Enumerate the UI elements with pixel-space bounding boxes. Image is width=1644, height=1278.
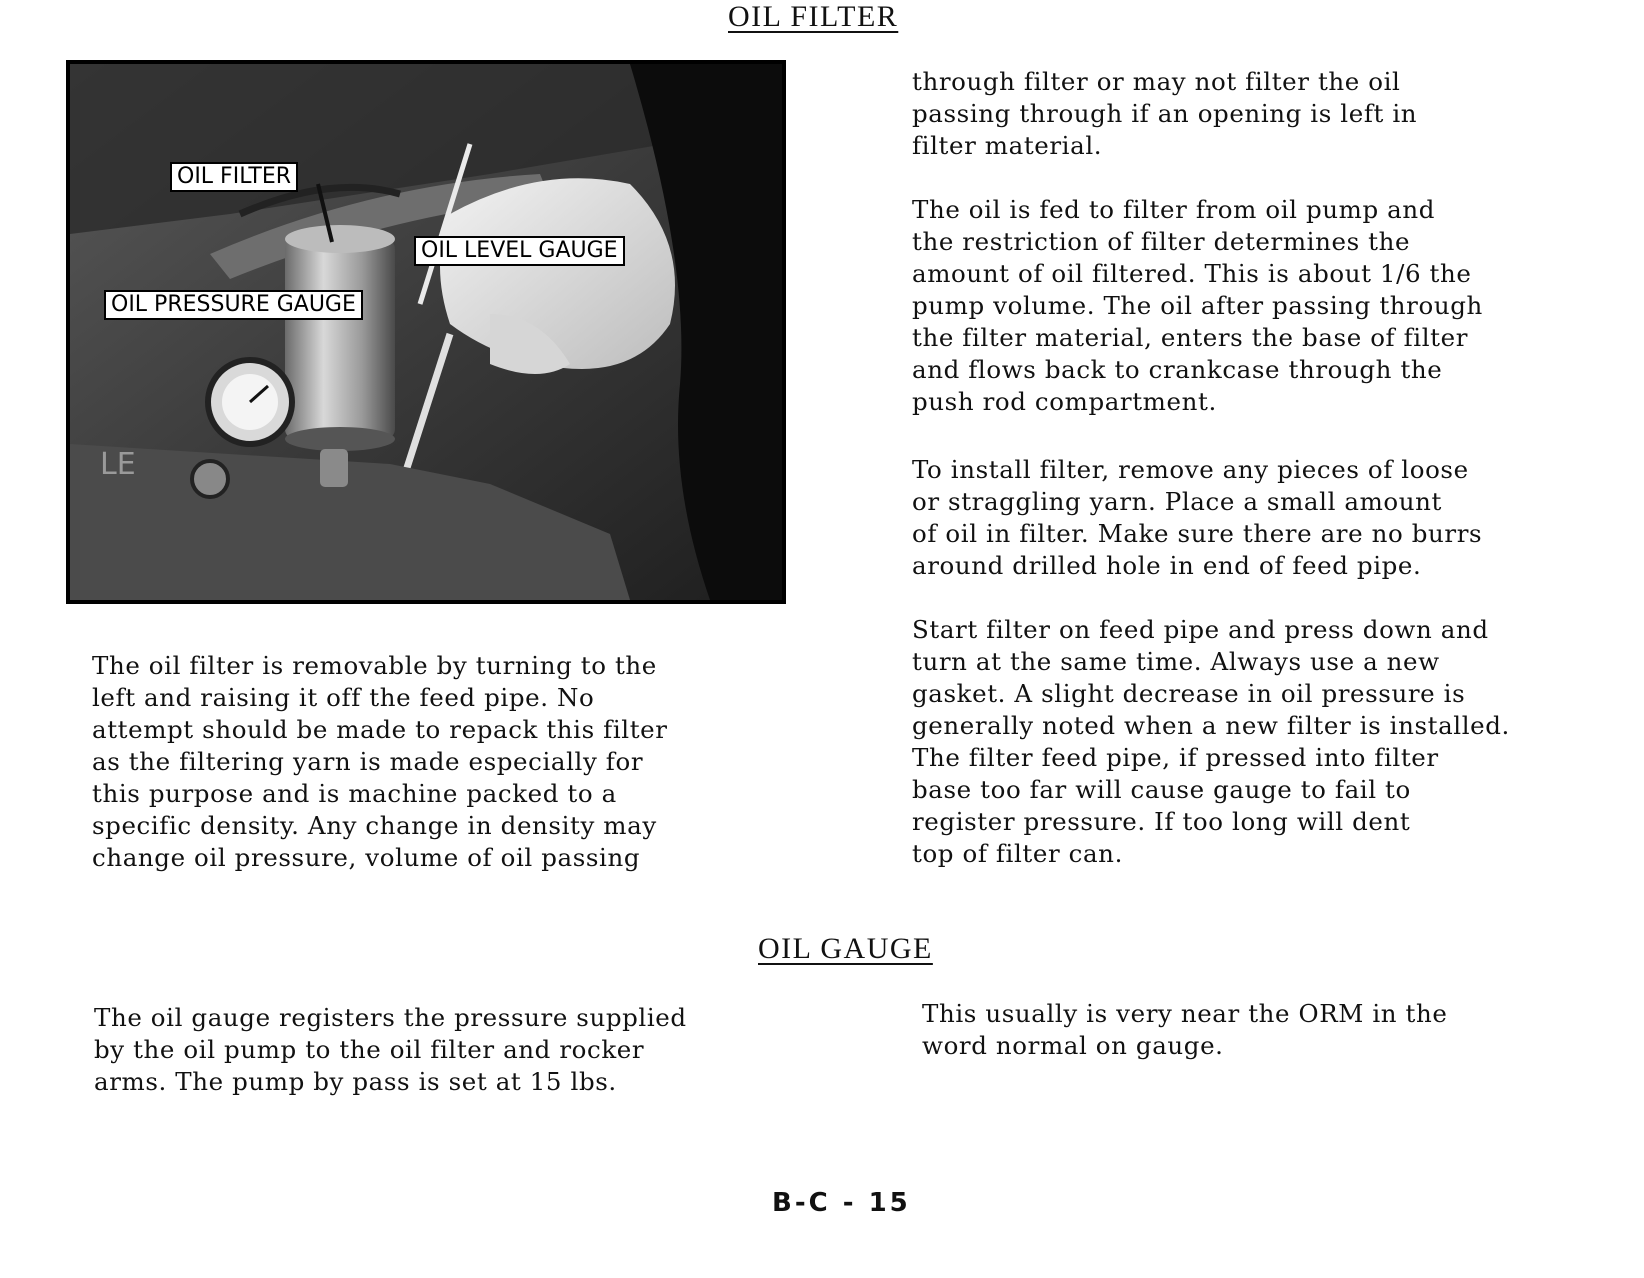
- oil-filter-callout: OIL FILTER: [170, 162, 298, 192]
- oil-filter-heading: OIL FILTER: [728, 0, 899, 33]
- engine-photo-illustration: [70, 64, 782, 600]
- start-filter-paragraph: Start filter on feed pipe and press down and turn at the same time. Always use a new gasket. A slight decrease in oil pressure is generally noted when a new filter is installed. The filter feed pipe, if pressed into filter base too far will cause gauge to fail to register pressure. If too long will dent top of filter can.: [912, 615, 1510, 868]
- oil-filter-continuation-paragraph: through filter or may not filter the oil passing through if an opening is left in filter material.: [912, 67, 1418, 160]
- engine-photo: [66, 60, 786, 604]
- oil-pressure-gauge-callout: OIL PRESSURE GAUGE: [104, 290, 363, 320]
- install-filter-paragraph: To install filter, remove any pieces of loose or straggling yarn. Place a small amount of oil in filter. Make sure there are no burrs around drilled hole in end of feed pipe.: [912, 455, 1483, 580]
- oil-gauge-heading: OIL GAUGE: [758, 932, 933, 965]
- oil-feed-paragraph: The oil is fed to filter from oil pump and the restriction of filter determines the amount of oil filtered. This is about 1/6 the pump volume. The oil after passing through the filter material, enters the base of filter and flows back to crankcase through the push rod compartment.: [912, 195, 1483, 416]
- oil-gauge-normal-paragraph: This usually is very near the ORM in the word normal on gauge.: [922, 999, 1448, 1060]
- svg-text:LE: LE: [100, 447, 136, 482]
- oil-filter-removal-paragraph: The oil filter is removable by turning to the left and raising it off the feed pipe. No attempt should be made to repack this filter as the filtering yarn is made especially for this purpose and is machine packed to a specific density. Any change in density may change oil pressure, volume of oil passing: [92, 651, 668, 872]
- oil-level-gauge-callout: OIL LEVEL GAUGE: [414, 236, 625, 266]
- page-number: B-C - 15: [772, 1188, 911, 1218]
- oil-gauge-paragraph: The oil gauge registers the pressure supplied by the oil pump to the oil filter and rocker arms. The pump by pass is set at 15 lbs.: [94, 1003, 687, 1096]
